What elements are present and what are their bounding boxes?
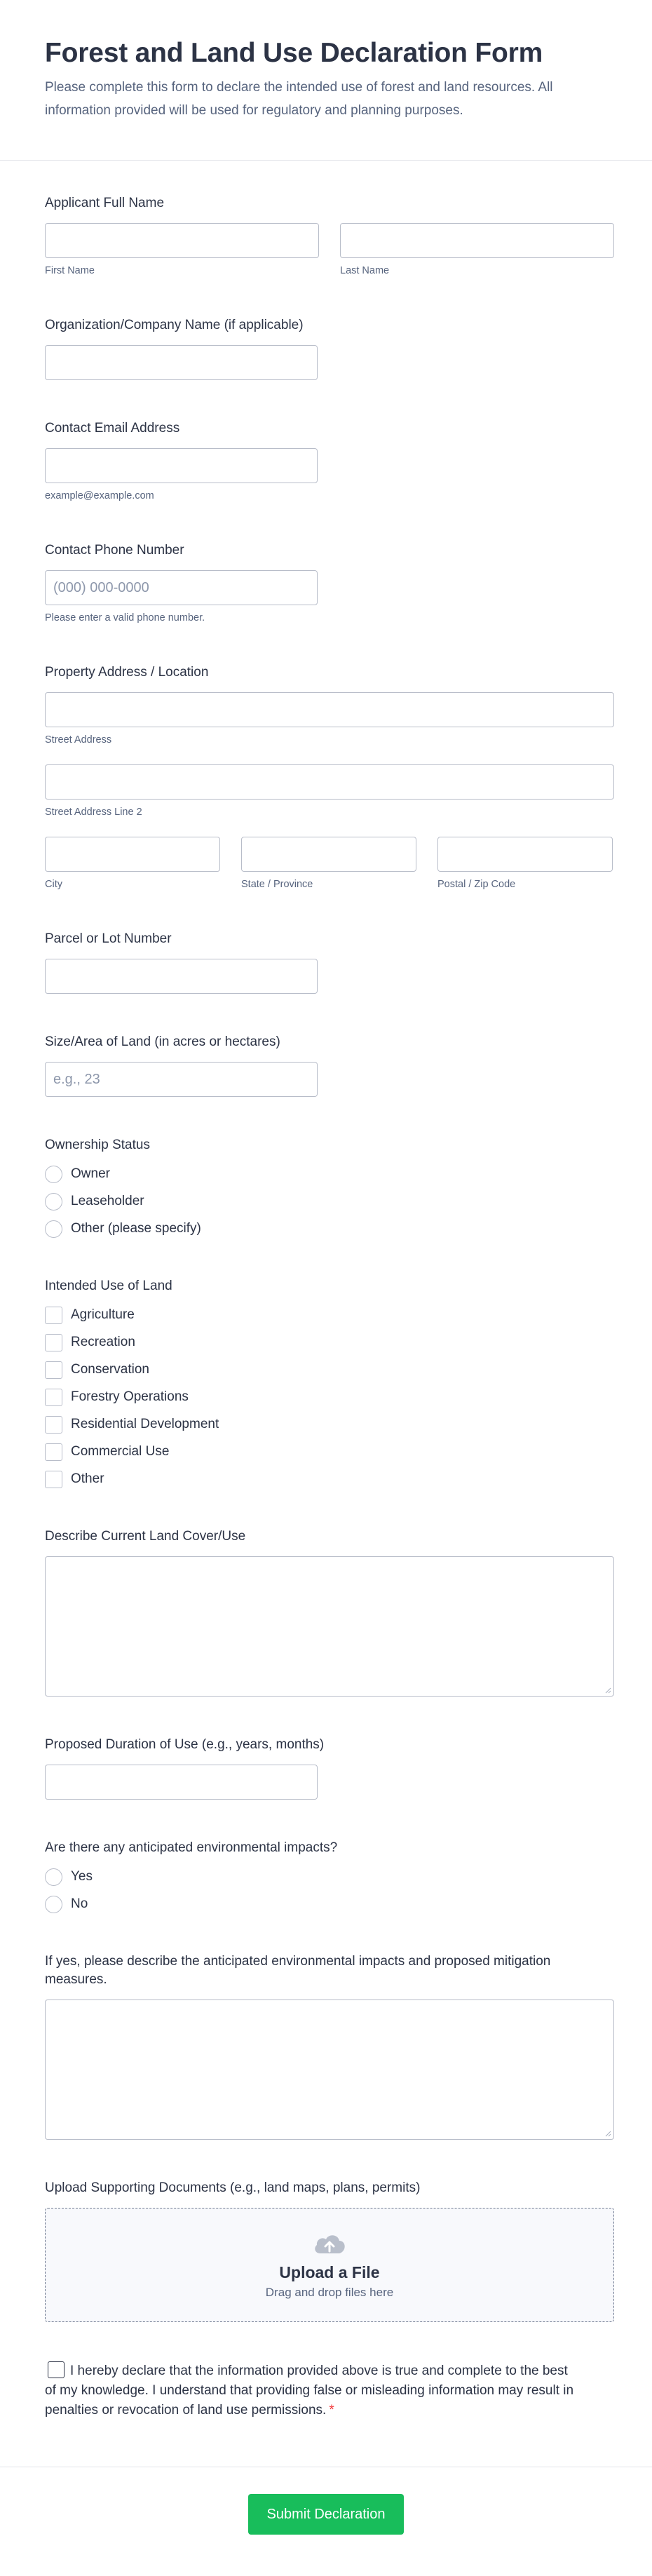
address-field	[45, 663, 607, 891]
use-option-other[interactable]	[45, 1470, 607, 1488]
use-option-forestry[interactable]	[45, 1388, 607, 1406]
ownership-label: Ownership Status	[45, 1138, 150, 1152]
size-input[interactable]	[45, 1062, 318, 1097]
address-label: Property Address / Location	[45, 665, 209, 680]
option-label: Conservation	[71, 1362, 149, 1377]
radio-button[interactable]	[45, 1193, 62, 1211]
last-name-input[interactable]	[340, 223, 614, 258]
radio-button[interactable]	[45, 1896, 62, 1913]
declaration-text: I hereby declare that the information provided above is true and complete to the best of my knowledge. I understand that providing false or misleading information may result in penalties or revocation of land use permissions.	[45, 2363, 574, 2417]
upload-label: Upload Supporting Documents (e.g., land maps, plans, permits)	[45, 2180, 421, 2195]
duration-label: Proposed Duration of Use (e.g., years, months)	[45, 1737, 325, 1752]
upload-subtitle: Drag and drop files here	[265, 2285, 394, 2299]
organization-label: Organization/Company Name (if applicable)	[45, 318, 304, 332]
intended-use-label: Intended Use of Land	[45, 1279, 172, 1293]
radio-button[interactable]	[45, 1220, 62, 1238]
resize-handle-icon[interactable]	[605, 1687, 611, 1694]
ownership-field	[45, 1136, 607, 1238]
checkbox[interactable]	[45, 1416, 62, 1434]
checkbox[interactable]	[45, 1307, 62, 1324]
organization-field	[45, 316, 607, 380]
declaration-field	[45, 2361, 607, 2420]
full-name-field	[45, 194, 607, 277]
full-name-label: Applicant Full Name	[45, 196, 165, 210]
option-label: Leaseholder	[71, 1194, 144, 1208]
env-impacts-label: Are there any anticipated environmental impacts?	[45, 1840, 338, 1855]
option-label: No	[71, 1896, 88, 1911]
street-address-line2-input[interactable]	[45, 764, 614, 800]
phone-input[interactable]	[45, 570, 318, 605]
checkbox[interactable]	[45, 1361, 62, 1379]
form-header	[0, 0, 652, 161]
email-field	[45, 419, 607, 502]
email-input[interactable]	[45, 448, 318, 483]
ownership-option-leaseholder[interactable]	[45, 1192, 607, 1211]
option-label: Forestry Operations	[71, 1389, 189, 1404]
land-cover-textarea[interactable]	[45, 1556, 614, 1697]
form-footer	[0, 2467, 652, 2576]
env-describe-label: If yes, please describe the anticipated environmental impacts and proposed mitigation measures.	[45, 1954, 551, 1987]
option-label: Recreation	[71, 1335, 135, 1349]
env-impacts-field	[45, 1839, 607, 1913]
phone-placeholder: (000) 000-0000	[53, 579, 149, 595]
env-option-yes[interactable]	[45, 1868, 607, 1886]
street-address-input[interactable]	[45, 692, 614, 727]
radio-button[interactable]	[45, 1166, 62, 1183]
checkbox[interactable]	[45, 1389, 62, 1406]
city-input[interactable]	[45, 837, 220, 872]
parcel-input[interactable]	[45, 959, 318, 994]
option-label: Agriculture	[71, 1307, 135, 1322]
land-cover-label: Describe Current Land Cover/Use	[45, 1529, 246, 1544]
checkbox[interactable]	[45, 1443, 62, 1461]
use-option-agriculture[interactable]	[45, 1306, 607, 1324]
upload-field	[45, 2179, 607, 2322]
option-label: Other (please specify)	[71, 1221, 201, 1236]
use-option-recreation[interactable]	[45, 1333, 607, 1351]
parcel-label: Parcel or Lot Number	[45, 931, 172, 946]
state-input[interactable]	[241, 837, 416, 872]
size-label: Size/Area of Land (in acres or hectares)	[45, 1034, 280, 1049]
declaration-checkbox[interactable]	[48, 2361, 64, 2378]
first-name-sublabel: First Name	[45, 265, 95, 276]
env-describe-textarea[interactable]	[45, 2000, 614, 2140]
declaration-form	[0, 161, 652, 2420]
email-sublabel: example@example.com	[45, 490, 154, 501]
phone-sublabel: Please enter a valid phone number.	[45, 612, 205, 623]
use-option-residential[interactable]	[45, 1415, 607, 1434]
checkbox[interactable]	[45, 1334, 62, 1351]
checkbox[interactable]	[45, 1471, 62, 1488]
page-title: Forest and Land Use Declaration Form	[45, 38, 543, 68]
street-address-sublabel: Street Address	[45, 734, 112, 746]
declaration-checkbox-label[interactable]	[45, 2361, 578, 2420]
page-subtitle: Please complete this form to declare the intended use of forest and land resources. All information provided will be used for regulatory and planning purposes.	[45, 80, 553, 118]
intended-use-field	[45, 1277, 607, 1488]
zip-input[interactable]	[437, 837, 613, 872]
parcel-field	[45, 930, 607, 994]
radio-button[interactable]	[45, 1868, 62, 1886]
option-label: Residential Development	[71, 1417, 219, 1431]
street-address-line2-sublabel: Street Address Line 2	[45, 807, 142, 818]
last-name-sublabel: Last Name	[340, 265, 390, 276]
phone-field	[45, 541, 607, 624]
use-option-conservation[interactable]	[45, 1361, 607, 1379]
email-label: Contact Email Address	[45, 421, 180, 436]
use-option-commercial[interactable]	[45, 1443, 607, 1461]
zip-sublabel: Postal / Zip Code	[437, 879, 516, 890]
option-label: Owner	[71, 1166, 110, 1181]
size-placeholder: e.g., 23	[53, 1071, 100, 1087]
env-option-no[interactable]	[45, 1895, 607, 1913]
option-label: Yes	[71, 1869, 93, 1884]
first-name-input[interactable]	[45, 223, 319, 258]
cloud-upload-icon	[312, 2231, 347, 2256]
ownership-option-owner[interactable]	[45, 1165, 607, 1183]
land-cover-field	[45, 1528, 607, 1697]
duration-input[interactable]	[45, 1765, 318, 1800]
size-field	[45, 1033, 607, 1097]
submit-button[interactable]: Submit Declaration	[248, 2494, 404, 2535]
required-asterisk: *	[329, 2403, 334, 2417]
upload-dropzone[interactable]	[45, 2208, 614, 2322]
option-label: Commercial Use	[71, 1444, 170, 1459]
upload-title: Upload a File	[279, 2263, 380, 2281]
state-sublabel: State / Province	[241, 879, 313, 890]
env-describe-field	[45, 1953, 607, 2140]
ownership-option-other[interactable]	[45, 1220, 607, 1238]
resize-handle-icon[interactable]	[605, 2131, 611, 2137]
option-label: Other	[71, 1471, 104, 1486]
city-sublabel: City	[45, 879, 62, 890]
phone-label: Contact Phone Number	[45, 543, 184, 558]
duration-field	[45, 1736, 607, 1800]
organization-input[interactable]	[45, 345, 318, 380]
